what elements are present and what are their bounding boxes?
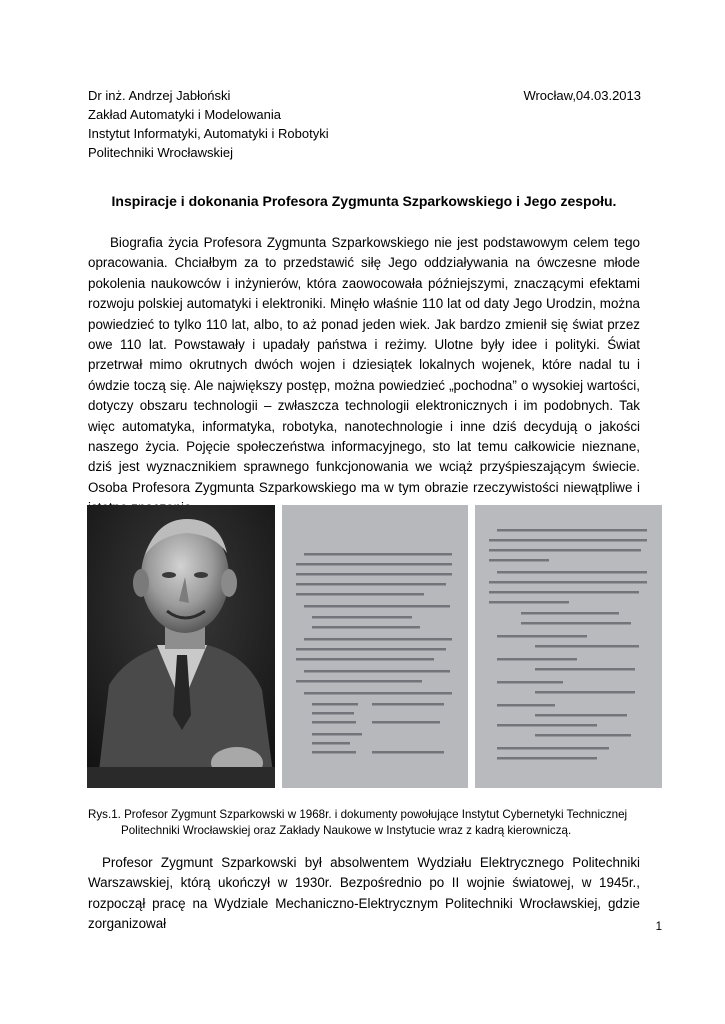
university-name: Politechniki Wrocławskiej — [88, 145, 233, 160]
portrait-photo — [87, 505, 275, 788]
caption-line-2: Politechniki Wrocławskiej oraz Zakłady Naukowe w Instytucie wraz z kadrą kierowniczą. — [121, 824, 572, 837]
department-name: Zakład Automatyki i Modelowania — [88, 107, 281, 122]
place-date: Wrocław,04.03.2013 — [523, 88, 641, 103]
figure-images — [87, 505, 662, 788]
page-number: 1 — [655, 921, 662, 933]
document-scan-1 — [282, 505, 468, 788]
document-scan-2 — [475, 505, 662, 788]
author-block — [88, 86, 329, 162]
body-paragraph-1: Biografia życia Profesora Zygmunta Szparkowskiego nie jest podstawowym celem tego opracowania. Chciałbym za to przedstawić siłę Jego oddziaływania na ówczesne młode pokolenia naukowców i inżynierów, która zaowocowała późniejszymi, znaczącymi efektami rozwoju polskiej automatyki i elektroniki. Minęło właśnie 110 lat od daty Jego Urodzin, można powiedzieć to tylko 110 lat, albo, to aż ponad jeden wiek. Jak bardzo zmienił się świat przez owe 110 lat. Powstawały i upadały państwa i reżimy. Ulotne były idee i polityki. Świat przetrwał mimo okrutnych dwóch wojen i dziesiątek lokalnych wojenek, które nadal tu i ówdzie toczą się. Ale największy postęp, można powiedzieć „pochodna” o wysokiej wartości, dotyczy obszaru technologii – zwłaszcza technologii elektronicznych i im podobnych. Tak więc automatyka, informatyka, robotyka, nanotechnologie i inne dziś decydują o jakości naszego życia. Pojęcie społeczeństwa informacyjnego, sto lat temu całkowicie nieznane, dziś jest wyznacznikiem sprawnego funkcjonowania we wciąż przyśpieszającym świecie. Osoba Profesora Zygmunta Szparkowskiego ma w tym obrazie rzeczywistości niewątpliwe i — [88, 235, 640, 495]
institute-name: Instytut Informatyki, Automatyki i Robotyki — [88, 126, 329, 141]
author-name: Dr inż. Andrzej Jabłoński — [88, 88, 231, 103]
figure-caption — [88, 807, 648, 839]
body-paragraph-2: Profesor Zygmunt Szparkowski był absolwentem Wydziału Elektrycznego Politechniki Warszawskiej, którą ukończył w 1930r. Bezpośrednio po II wojnie światowej, w 1945r., rozpoczął pracę na Wydziale Mechaniczno-Elektrycznym Politechniki Wrocławskiej, gdzie zorganizował — [88, 855, 640, 932]
document-title: Inspiracje i dokonania Profesora Zygmunta Szparkowskiego i Jego zespołu. — [111, 193, 617, 209]
caption-line-1: Rys.1. Profesor Zygmunt Szparkowski w 1968r. i dokumenty powołujące Instytut Cybernetyki Technicznej — [88, 808, 628, 821]
